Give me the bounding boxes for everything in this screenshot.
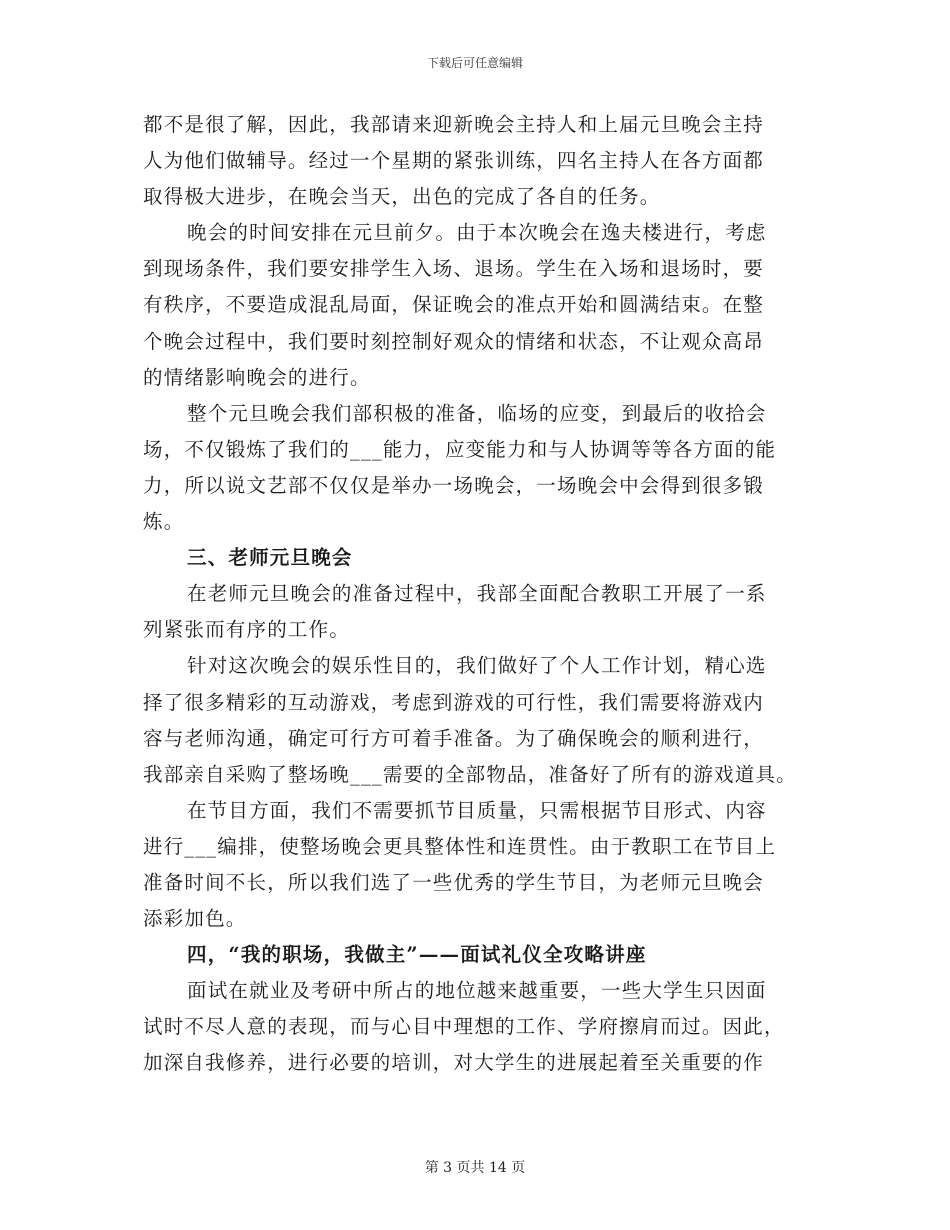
text-line: 加深自我修养，进行必要的培训，对大学生的进展起着至关重要的作 [143,1051,765,1075]
text-line: 晚会的时间安排在元旦前夕。由于本次晚会在逸夫楼进行，考虑 [187,221,767,245]
page-header: 下载后可任意编辑 [426,56,523,70]
text-line: 在节目方面，我们不需要抓节目质量，只需根据节目形式、内容 [187,798,767,822]
text-line: 容与老师沟通，确定可行方可着手准备。为了确保晚会的顺利进行， [143,726,765,750]
text-line: 的情绪影响晚会的进行。 [143,365,371,389]
text-line: 进行___编排，使整场晚会更具整体性和连贯性。由于教职工在节目上 [143,834,777,858]
section-heading: 三、老师元旦晚会 [187,546,353,570]
text-line: 添彩加色。 [143,907,247,931]
text-line: 个晚会过程中，我们要时刻控制好观众的情绪和状态，不让观众高昂 [143,329,765,353]
text-line: 择了很多精彩的互动游戏，考虑到游戏的可行性，我们需要将游戏内 [143,690,765,714]
text-line: 取得极大进步，在晚会当天，出色的完成了各自的任务。 [143,185,661,209]
text-line: 炼。 [143,510,185,534]
text-line: 力，所以说文艺部不仅仅是举办一场晚会，一场晚会中会得到很多锻 [143,473,765,497]
text-line: 面试在就业及考研中所占的地位越来越重要，一些大学生只因面 [187,979,767,1003]
text-line: 有秩序，不要造成混乱局面，保证晚会的准点开始和圆满结束。在整 [143,293,765,317]
text-line: 在老师元旦晚会的准备过程中，我部全面配合教职工开展了一系 [187,582,767,606]
text-line: 场，不仅锻炼了我们的___能力，应变能力和与人协调等等各方面的能 [143,437,777,461]
text-line: 列紧张而有序的工作。 [143,618,351,642]
text-line: 整个元旦晚会我们部积极的准备，临场的应变，到最后的收拾会 [187,401,767,425]
text-line: 针对这次晚会的娱乐性目的，我们做好了个人工作计划，精心选 [187,654,767,678]
text-line: 试时不尽人意的表现，而与心目中理想的工作、学府擦肩而过。因此， [143,1015,785,1039]
text-line: 我部亲自采购了整场晚___需要的全部物品，准备好了所有的游戏道具。 [143,762,797,786]
text-line: 人为他们做辅导。经过一个星期的紧张训练，四名主持人在各方面都 [143,149,765,173]
page-number: 第 3 页共 14 页 [424,1160,526,1176]
text-line: 到现场条件，我们要安排学生入场、退场。学生在入场和退场时，要 [143,257,765,281]
document-body [143,107,823,1082]
text-line: 都不是很了解，因此，我部请来迎新晚会主持人和上届元旦晚会主持 [143,113,765,136]
section-heading: 四，“我的职场，我做主”——面试礼仪全攻略讲座 [187,943,647,967]
text-line: 准备时间不长，所以我们选了一些优秀的学生节目，为老师元旦晚会 [143,870,765,894]
